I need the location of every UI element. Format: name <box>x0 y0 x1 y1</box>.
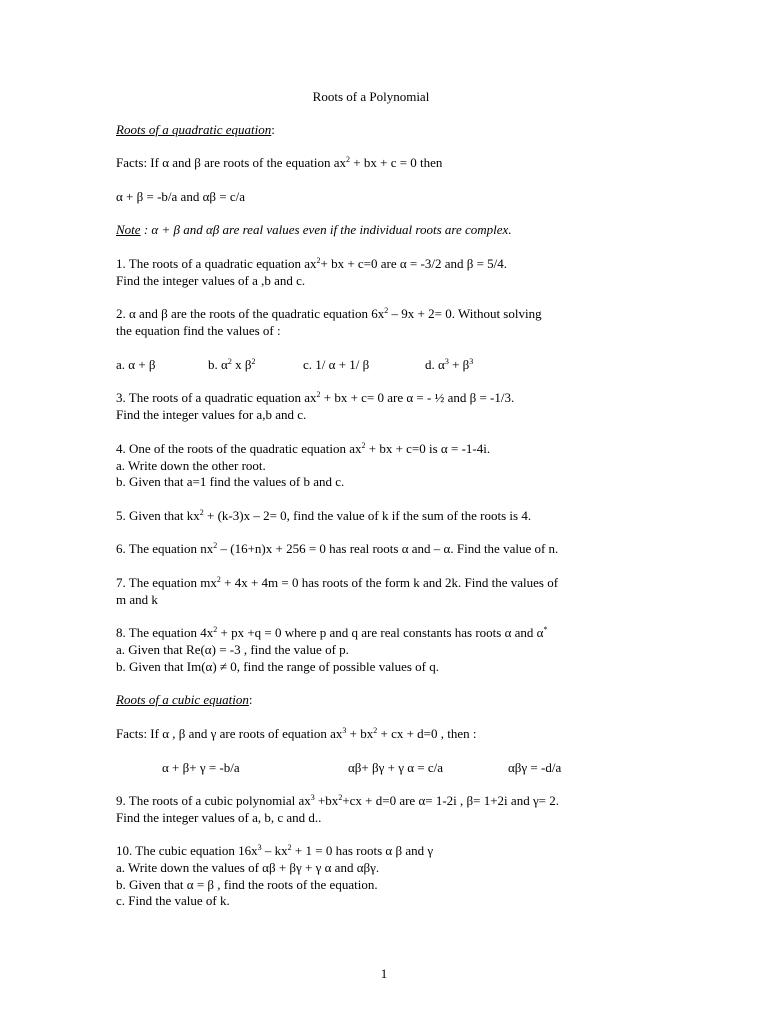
question-5: 5. Given that $kx^2 + (k-3)x - 2= 0$, find the value of k if the sum of the roots is 4. <box>116 508 532 523</box>
quadratic-sum-product: α + β = -b/a and αβ = c/a <box>116 189 245 204</box>
question-8: 8. The equation $4x^2$ + px +q = 0 where p and q are real constants has roots α and α* <box>116 625 548 640</box>
quadratic-section-heading: Roots of a quadratic equation: <box>116 122 275 137</box>
page-number: 1 <box>380 966 388 981</box>
question-1: 1. The roots of a quadratic equation $ax^2+$ bx + c=0 are α = -3/2 and β = 5/4. <box>116 256 508 271</box>
question-7-line-2: m and k <box>116 592 158 607</box>
quadratic-note: Note : α + β and αβ are real values even if the individual roots are complex. <box>116 222 512 237</box>
question-4: 4. One of the roots of the quadratic equation $ax^2$ + bx + c=0 is α = -1-4i. <box>116 441 491 456</box>
question-2-option-d: d. $\alpha^3 + \beta^3$ <box>425 357 474 372</box>
cubic-relation-pairs: αβ+ βγ + γ α = c/a <box>348 760 443 775</box>
question-1-line-2: Find the integer values of a ,b and c. <box>116 273 306 288</box>
question-8-line-2: a. Given that Re(α) = -3 , find the value of p. <box>116 642 349 657</box>
question-2-option-a: a. α + β <box>116 357 156 372</box>
quadratic-facts: Facts: If α and β are roots of the equation $ax^2$ + bx + c = 0 then <box>116 155 443 170</box>
cubic-relation-sum: α + β+ γ = -b/a <box>162 760 240 775</box>
question-2-option-b: b. $\alpha^2$ x $\beta^2$ <box>208 357 256 372</box>
cubic-relation-product: αβγ = -d/a <box>508 760 562 775</box>
question-9: 9. The roots of a cubic polynomial $ax^3 +bx^2+cx + d=0$ are α= 1-2i , β= 1+2i and γ= 2. <box>116 793 560 808</box>
question-10-line-2: a. Write down the values of αβ + βγ + γ α and αβγ. <box>116 860 380 875</box>
question-6: 6. The equation $nx^2 - (16+n)x + 256 = 0$ has real roots α and – α. Find the value of n. <box>116 541 559 556</box>
page-title: Roots of a Polynomial <box>312 89 430 104</box>
cubic-facts: Facts: If α , β and γ are roots of equation $ax^3 + bx^2$ + cx + d=0 , then : <box>116 726 477 741</box>
question-9-line-2: Find the integer values of a, b, c and d.. <box>116 810 322 825</box>
question-3: 3. The roots of a quadratic equation $ax^2$ + bx + c= 0 are α = - ½ and β = -1/3. <box>116 390 515 405</box>
question-10-line-4: c. Find the value of k. <box>116 893 230 908</box>
question-10: 10. The cubic equation $16x^3 - kx^2 + 1 = 0$ has roots α β and γ <box>116 843 434 858</box>
question-7: 7. The equation $mx^2 + 4x + 4m = 0$ has roots of the form k and 2k. Find the values of <box>116 575 559 590</box>
question-3-line-2: Find the integer values for a,b and c. <box>116 407 307 422</box>
question-2-option-c: c. 1/ α + 1/ β <box>303 357 370 372</box>
question-2: 2. α and β are the roots of the quadratic equation $6x^2 - 9x + 2= 0$. Without solving <box>116 306 542 321</box>
question-2-options <box>116 357 473 373</box>
question-4-line-2: a. Write down the other root. <box>116 458 266 473</box>
cubic-relations <box>162 760 561 776</box>
question-4-line-3: b. Given that a=1 find the values of b and c. <box>116 474 345 489</box>
question-8-line-3: b. Given that Im(α) ≠ 0, find the range of possible values of q. <box>116 659 439 674</box>
question-2-line-2: the equation find the values of : <box>116 323 281 338</box>
cubic-section-heading: Roots of a cubic equation: <box>116 692 253 707</box>
question-10-line-3: b. Given that α = β , find the roots of the equation. <box>116 877 378 892</box>
